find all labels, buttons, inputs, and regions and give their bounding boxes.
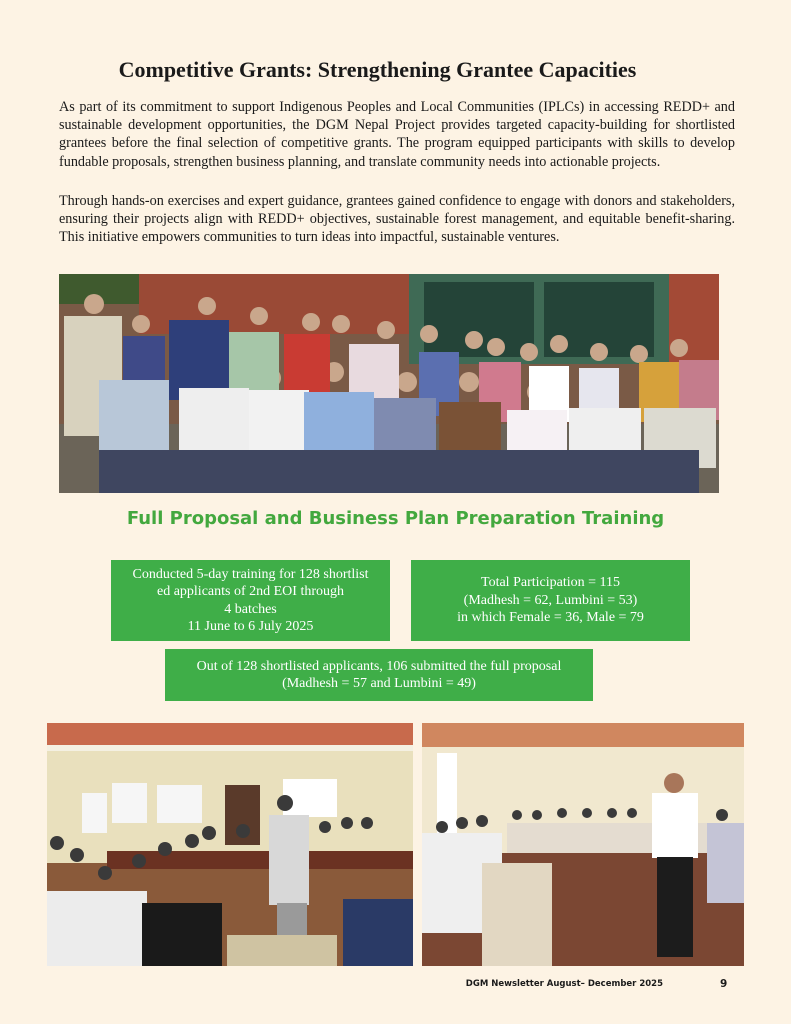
- page-footer: [0, 979, 791, 993]
- training-room-photo-left: [47, 723, 413, 966]
- training-line: Conducted 5-day training for 128 shortlist: [132, 566, 369, 582]
- group-photo: [59, 274, 719, 493]
- training-line: 11 June to 6 July 2025: [187, 619, 314, 634]
- participation-line: (Madhesh = 62, Lumbini = 53): [463, 592, 638, 608]
- training-room-photo-right: [422, 723, 744, 966]
- newsletter-name: DGM Newsletter August– December 2025: [465, 979, 663, 989]
- training-line: 4 batches: [224, 601, 277, 617]
- page-title: Competitive Grants: Strengthening Grantee Capacities: [118, 57, 637, 82]
- proposal-line: (Madhesh = 57 and Lumbini = 49): [282, 676, 476, 691]
- training-line: ed applicants of 2nd EOI through: [156, 584, 344, 599]
- proposal-line: Out of 128 shortlisted applicants, 106 submitted the full proposal: [196, 658, 562, 674]
- page-number: 9: [720, 978, 728, 990]
- proposal-summary-box: [165, 649, 593, 701]
- participation-line: Total Participation = 115: [481, 575, 620, 591]
- section-heading: Full Proposal and Business Plan Preparation Training: [126, 508, 665, 529]
- participation-line: in which Female = 36, Male = 79: [457, 610, 644, 626]
- outcome-paragraph: Through hands-on exercises and expert guidance, grantees gained confidence to engage with donors and stakeholders, ensuring their projects align with REDD+ objectives, sustainable forest management, and equitable benefit-sharing. This initiative empowers communities to turn ideas into impactful, sustainable ventures.: [59, 193, 735, 246]
- intro-paragraph: As part of its commitment to support Indigenous Peoples and Local Communities (IPLCs) in accessing REDD+ and sustainable development opportunities, the DGM Nepal Project provides targeted capacity-building for shortlisted grantees before the final selection of competitive grants. The program equipped participants with skills to develop fundable proposals, strengthen business planning, and translate community needs into actionable projects.: [59, 99, 735, 170]
- training-summary-box: [111, 560, 390, 641]
- participation-summary-box: [411, 560, 690, 641]
